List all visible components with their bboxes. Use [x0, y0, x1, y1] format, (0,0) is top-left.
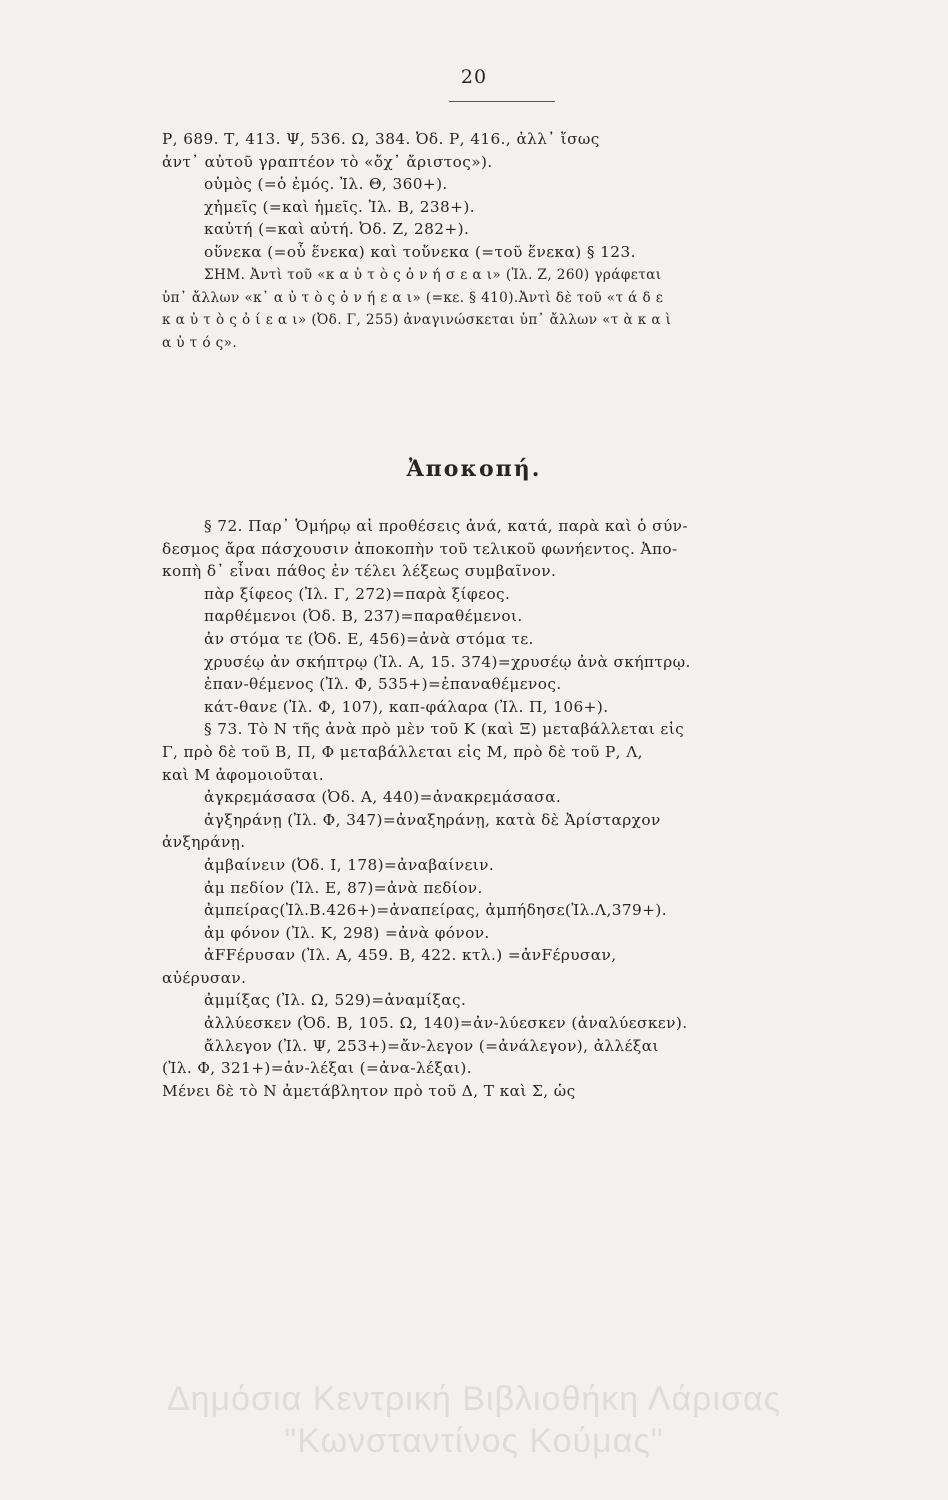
body-line: ἀFFέρυσαν (Ἰλ. Α, 459. Β, 422. κτλ.) =ἀνFέρυσαν,: [204, 946, 617, 965]
body-line: πὰρ ξίφεος (Ἰλ. Γ, 272)=παρὰ ξίφεος.: [204, 584, 511, 603]
body-line: ἀγκρεμάσασα (Ὀδ. Α, 440)=ἀνακρεμάσασα.: [204, 788, 562, 807]
note-line: ὑπ᾽ ἄλλων «κ᾽ α ὐ τ ὸ ς ὀ ν ή ε α ι» (=κε. § 410).Ἀντὶ δὲ τοῦ «τ ά δ ε: [162, 289, 664, 306]
body-line: παρθέμενοι (Ὀδ. Β, 237)=παραθέμενοι.: [204, 607, 523, 626]
body-line: ἀνξηράνῃ.: [162, 833, 246, 852]
library-watermark: [0, 1378, 948, 1462]
body-line: δεσμος ἄρα πάσχουσιν ἀποκοπὴν τοῦ τελικοῦ φωνήεντος. Ἀπο-: [162, 539, 678, 558]
note-block: [162, 264, 792, 354]
top-entries: [162, 128, 792, 264]
body-line: ἀμ φόνον (Ἰλ. Κ, 298) =ἀνὰ φόνον.: [204, 923, 490, 942]
text-line: χἠμεῖς (=καὶ ἡμεῖς. Ἰλ. Β, 238+).: [204, 197, 475, 216]
body-line: ἀμμίξας (Ἰλ. Ω, 529)=ἀναμίξας.: [204, 991, 467, 1010]
body-line: ἄλλεγον (Ἰλ. Ψ, 253+)=ἄν-λεγον (=ἀνάλεγον), ἀλλέξαι: [204, 1036, 659, 1055]
body-line: ἀμ πεδίον (Ἰλ. Ε, 87)=ἀνὰ πεδίον.: [204, 878, 483, 897]
body-line: ἀμπείρας(Ἰλ.Β.426+)=ἀναπείρας, ἀμπήδησε(Ἰλ.Λ,379+).: [204, 901, 667, 920]
note-line: ΣΗΜ. Ἀντὶ τοῦ «κ α ὐ τ ὸ ς ὀ ν ή σ ε α ι» (Ἰλ. Ζ, 260) γράφεται: [204, 267, 662, 283]
body-line: ἀλλύεσκεν (Ὀδ. Β, 105. Ω, 140)=ἀν-λύεσκεν (ἀναλύεσκεν).: [204, 1014, 688, 1033]
body-line: κάτ-θανε (Ἰλ. Φ, 107), καπ-φάλαρα (Ἰλ. Π, 106+).: [204, 697, 609, 716]
body-line: Μένει δὲ τὸ Ν ἀμετάβλητον πρὸ τοῦ Δ, Τ καὶ Σ, ὡς: [162, 1081, 576, 1100]
watermark-line-1: Δημόσια Κεντρική Βιβλιοθήκη Λάρισας: [166, 1380, 782, 1418]
body-line: ἐπαν-θέμενος (Ἰλ. Φ, 535+)=ἐπαναθέμενος.: [204, 675, 562, 694]
watermark-line-2: "Κωνσταντίνος Κούμας": [284, 1422, 664, 1460]
text-line: οὕνεκα (=οὗ ἕνεκα) καὶ τοὔνεκα (=τοῦ ἕνεκα) § 123.: [204, 242, 636, 261]
note-line: α ὐ τ ό ς».: [162, 334, 238, 351]
body-text: [162, 515, 792, 1102]
section-heading: Ἀποκοπή.: [406, 456, 542, 482]
text-line: ἀντ᾽ αὐτοῦ γραπτέον τὸ «ὄχ᾽ ἄριστος»).: [162, 152, 493, 171]
note-line: κ α ὐ τ ὸ ς ὀ ί ε α ι» (Ὀδ. Γ, 255) ἀναγινώσκεται ὑπ᾽ ἄλλων «τ ὰ κ α ὶ: [162, 312, 672, 329]
body-line: ἀγξηράνῃ (Ἰλ. Φ, 347)=ἀναξηράνῃ, κατὰ δὲ Ἀρίσταρχον: [204, 810, 661, 829]
body-line: § 73. Τὸ Ν τῆς ἀνὰ πρὸ μὲν τοῦ Κ (καὶ Ξ) μεταβάλλεται εἰς: [204, 720, 685, 739]
body-line: ἀμβαίνειν (Ὀδ. Ι, 178)=ἀναβαίνειν.: [204, 855, 495, 874]
body-line: (Ἰλ. Φ, 321+)=ἀν-λέξαι (=ἀνα-λέξαι).: [162, 1059, 472, 1078]
body-line: § 72. Παρ᾽ Ὁμήρῳ αἱ προθέσεις ἀνά, κατά, παρὰ καὶ ὁ σύν-: [204, 517, 688, 535]
page-number-rule: [449, 101, 555, 102]
body-line: καὶ Μ ἀφομοιοῦται.: [162, 765, 325, 784]
body-line: χρυσέῳ ἀν σκήπτρῳ (Ἰλ. Α, 15. 374)=χρυσέῳ ἀνὰ σκήπτρῳ.: [204, 652, 691, 671]
body-line: ἀν στόμα τε (Ὀδ. Ε, 456)=ἀνὰ στόμα τε.: [204, 629, 534, 648]
page-number: 20: [460, 66, 488, 88]
text-line: καὐτή (=καὶ αὐτή. Ὀδ. Ζ, 282+).: [204, 220, 470, 239]
body-line: κοπὴ δ᾽ εἶναι πάθος ἐν τέλει λέξεως συμβαῖνον.: [162, 562, 557, 581]
text-line: Ρ, 689. Τ, 413. Ψ, 536. Ω, 384. Ὀδ. Ρ, 416., ἀλλ᾽ ἴσως: [162, 130, 600, 148]
text-line: οὑμὸς (=ὁ ἐμός. Ἰλ. Θ, 360+).: [204, 175, 448, 194]
body-line: αὐέρυσαν.: [162, 968, 247, 987]
body-line: Γ, πρὸ δὲ τοῦ Β, Π, Φ μεταβάλλεται εἰς Μ, πρὸ δὲ τοῦ Ρ, Λ,: [162, 742, 643, 761]
